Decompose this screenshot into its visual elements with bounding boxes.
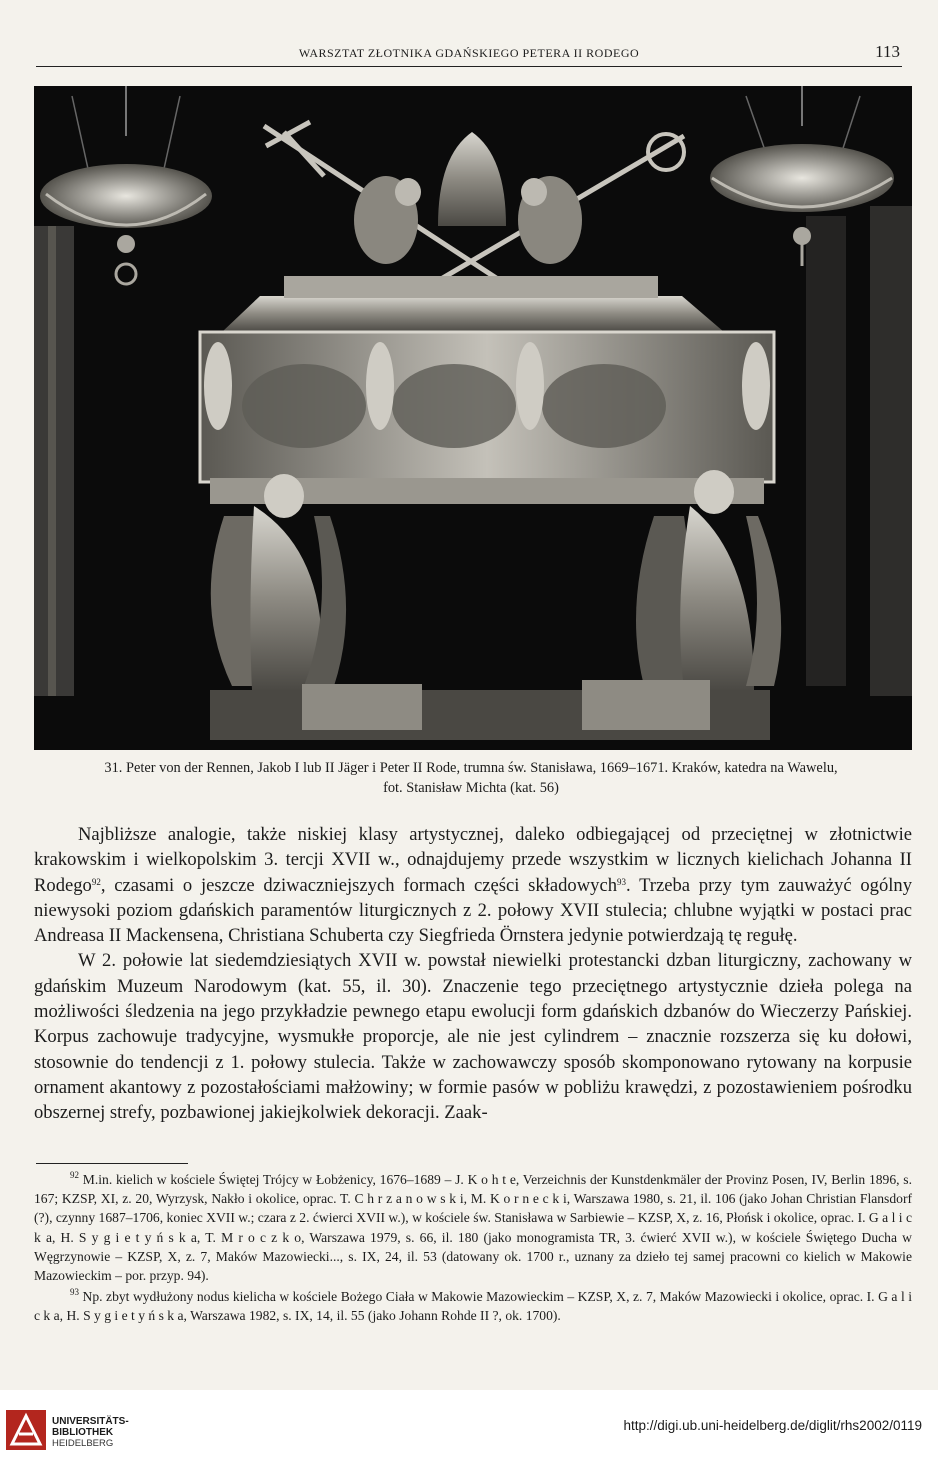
- paragraph-1-part-b: , czasami o jeszcze dziwaczniejszych formach części składowych: [100, 874, 617, 896]
- footnote-92: [34, 1170, 912, 1285]
- figure-caption: [30, 758, 912, 798]
- footnote-ref-93[interactable]: 93: [617, 876, 626, 887]
- running-header: [36, 44, 902, 67]
- paragraph-2: W 2. połowie lat siedemdziesiątych XVII w. powstał niewielki protestancki dzban liturgiczny, zachowany w gdańskim Muzeum Narodowym (kat. 55, il. 30). Znaczenie tego przeciętnego artystycznie dzieła polega na możliwości śledzenia na jego przykładzie pewnego etapu ewolucji form gdańskich dzbanów do Wieczerzy Pańskiej. Korpus zachowuje tradycyjne, wysmukłe proporcje, ale nie jest cylindrem – znacznie rozszerza się ku dołowi, stosownie do tendencji z 1. połowy stulecia. Także w zachowawczy sposób skomponowano rytowany na korpusie ornament akantowy z pozostałościami małżowiny; w formie pasów w pobliżu krawędzi, z pozostawieniem pośrodku obszernej strefy, pozbawionej jakiejkolwiek dekoracji. Zaak-: [34, 950, 912, 1124]
- footnote-93-number: 93: [70, 1287, 79, 1298]
- footnote-92-number: 92: [70, 1170, 79, 1180]
- digitization-url-link[interactable]: http://digi.ub.uni-heidelberg.de/diglit/rhs2002/0119: [623, 1418, 922, 1433]
- caption-line-2: fot. Stanisław Michta (kat. 56): [383, 780, 559, 796]
- body-text: [34, 822, 912, 1126]
- footnote-separator: [36, 1163, 188, 1164]
- university-library-logo-icon: [6, 1410, 46, 1450]
- footnote-93: [34, 1287, 912, 1325]
- library-name: [52, 1416, 129, 1449]
- library-name-line-2: BIBLIOTHEK: [52, 1427, 114, 1438]
- paragraph-1-part-a: Najbliższe analogie, także niskiej klasy artystycznej, daleko odbiegającej od przeciętnej w złotnictwie krakowskim i wielkopolskim 3. tercji XVII w., odnajdujemy przede wszystkim w licznych kielichach Johanna II Rodego: [34, 824, 912, 896]
- paragraph-1-part-c: . Trzeba przy tym zauważyć ogólny niewysoki poziom gdańskich paramentów liturgicznych z 2. połowy XVII stulecia; chlubne wyjątki w postaci prac Andreasa II Mackensena, Christiana Schuberta czy Siegfrieda Örnstera jedynie potwierdzają tę regułę.: [34, 874, 912, 947]
- footnotes: [34, 1170, 912, 1326]
- footnote-ref-92[interactable]: 92: [91, 876, 101, 887]
- digitization-footer: [0, 1390, 938, 1474]
- caption-line-1: 31. Peter von der Rennen, Jakob I lub II Jäger i Peter II Rode, trumna św. Stanisława, 1669–1671. Kraków, katedra na Wawelu,: [104, 760, 838, 776]
- library-name-line-1: UNIVERSITÄTS-: [52, 1416, 129, 1427]
- page-number: 113: [875, 42, 900, 61]
- figure-photo-coffin-of-st-stanislaus: [34, 86, 912, 750]
- running-title: WARSZTAT ZŁOTNIKA GDAŃSKIEGO PETERA II RODEGO: [298, 46, 640, 60]
- footnote-92-text: M.in. kielich w kościele Świętej Trójcy w Łobżenicy, 1676–1689 – J. K o h t e, Verzeichnis der Kunstdenkmäler der Provinz Posen, IV, Berlin 1896, s. 167; KZSP, XI, z. 20, Wyrzysk, Nakło i okolice, oprac. T. C h r z a n o w s k i, M. K o r n e c k i, Warszawa 1980, s. 21, il. 106 (jako Johan Christian Flansdorf (?), czynny 1687–1706, koniec XVII w.; czara z 2. ćwierci XVII w.), w kościele św. Stanisława w Sarbiewie – KZSP, X, z. 16, Płońsk i okolice, oprac. I. G a l i c k a, H. S y g i e t y ń s k a, T. M r o c z k o, Warszawa 1979, s. 66, il. 180 (jako monogramista TR, 3. ćwierć XVII w.), w kościele Świętego Ducha w Węgrzynowie – KZSP, X, z. 7, Maków Mazowiecki..., s. IX, 24, il. 53 (datowany ok. 1700 r., uznany za dzieło tej samej pracowni co kielich w Makowie Mazowieckim – por. przyp. 94).: [34, 1172, 912, 1284]
- library-name-line-3: HEIDELBERG: [52, 1438, 114, 1449]
- paragraph-1: [34, 822, 912, 948]
- footnote-93-text: Np. zbyt wydłużony nodus kielicha w kościele Bożego Ciała w Makowie Mazowieckim – KZSP, X, z. 7, Maków Mazowiecki i okolice, oprac. I. G a l i c k a, H. S y g i e t y ń s k a, Warszawa 1982, s. IX, 14, il. 55 (jako Johann Rohde II ?, ok. 1700).: [34, 1289, 913, 1324]
